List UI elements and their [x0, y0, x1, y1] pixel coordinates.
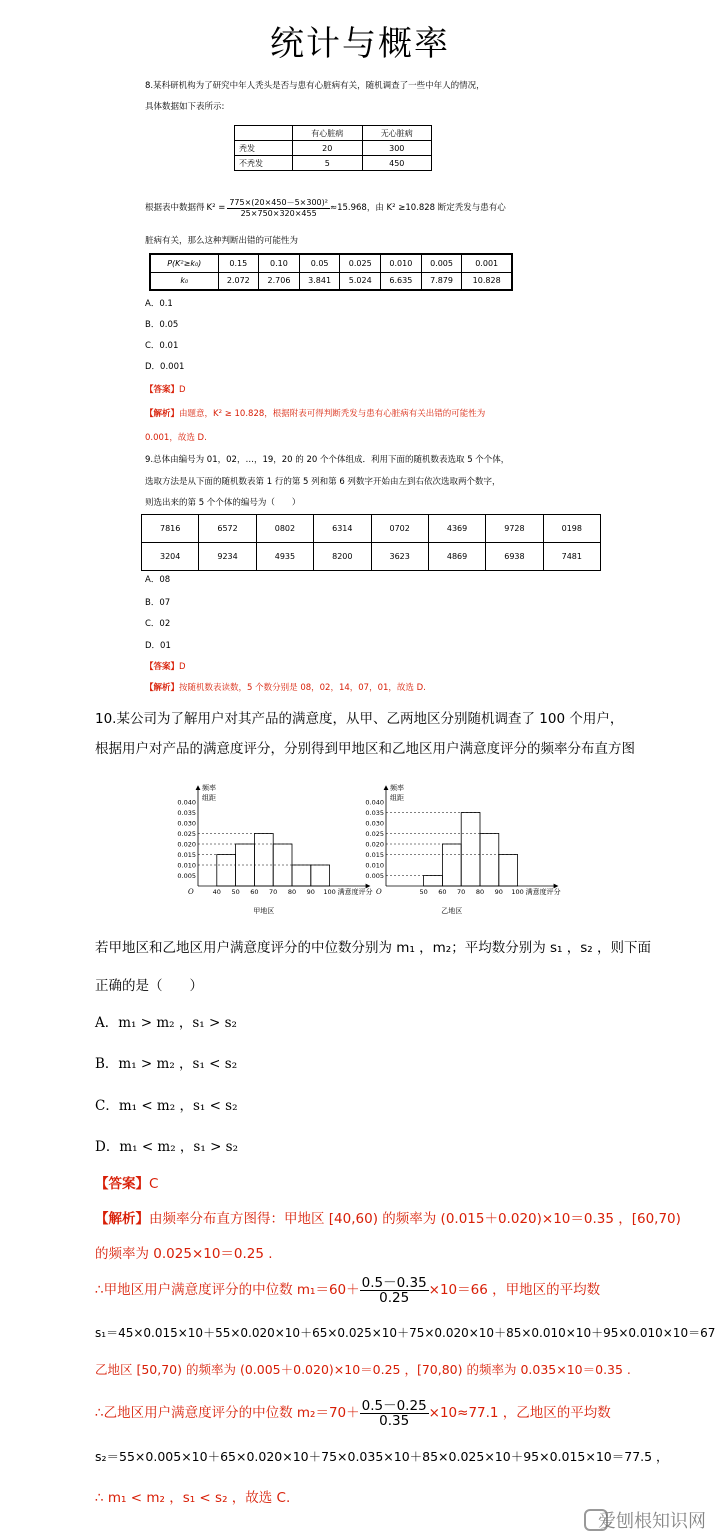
y-tick-label: 0.035	[365, 809, 384, 817]
q8-calc-suffix: ≈15.968，由 K² ≥10.828 断定秃发与患有心	[329, 203, 506, 213]
histogram-bar	[499, 855, 518, 887]
q8-ptable-cell: 0.025	[340, 254, 381, 272]
q8-calc-numerator: 775×(20×450－5×300)²	[229, 197, 328, 207]
q8-answer-tag: 【答案】	[145, 385, 180, 395]
q8-ptable-cell: 0.001	[462, 254, 512, 272]
q8-analysis	[145, 408, 485, 420]
histogram-bar	[292, 865, 311, 886]
histogram-bar	[217, 855, 236, 887]
q10-analysis-line5: 乙地区 [50,70) 的频率为 (0.005＋0.020)×10＝0.25 ，[70,80) 的频率为 0.035×10＝0.35 .	[95, 1362, 631, 1377]
origin-label: O	[376, 888, 382, 896]
q10-answer-value: C	[149, 1176, 159, 1192]
page-title: 统计与概率	[270, 24, 450, 64]
q8-ptable-cell: 2.072	[218, 272, 259, 290]
q8-option-d: D．0.001	[145, 362, 185, 372]
q8-table-cell: 秃发	[235, 141, 293, 156]
q10-analysis-line6	[95, 1395, 611, 1431]
origin-label: O	[188, 888, 194, 896]
q9-table-cell: 3204	[142, 543, 199, 571]
q10-median-yi-denominator: 0.35	[379, 1412, 410, 1429]
q8-ptable-cell: 0.010	[381, 254, 422, 272]
q9-table-cell: 7481	[543, 543, 600, 571]
q10-analysis-line1	[95, 1209, 681, 1229]
q10-median-jia-numerator: 0.5－0.35	[361, 1274, 427, 1291]
q10-median-jia-prefix: ∴甲地区用户满意度评分的中位数 m₁＝60＋	[95, 1282, 360, 1298]
q10-analysis-line8: ∴ m₁ < m₂ ，s₁ < s₂ ，故选 C.	[95, 1490, 291, 1506]
q9-table-cell: 3623	[371, 543, 428, 571]
q9-table-cell: 4369	[428, 515, 485, 543]
q8-table-corner	[235, 126, 293, 141]
q10-option-a: A．m₁ > m₂ ，s₁ > s₂	[95, 1015, 237, 1031]
q8-analysis-text: 由题意，K² ≥ 10.828，根据附表可得判断秃发与患有心脏病有关出错的可能性为	[179, 409, 486, 419]
q8-ptable-cell: k₀	[150, 272, 218, 290]
y-axis-label: 频率	[390, 784, 404, 792]
q8-ptable-cell: 6.635	[381, 272, 422, 290]
q10-answer-tag: 【答案】	[95, 1176, 149, 1192]
histogram-bar	[424, 876, 443, 887]
y-tick-label: 0.030	[177, 819, 196, 828]
q10-option-d: D．m₁ < m₂ ，s₁ > s₂	[95, 1139, 239, 1155]
q8-ptable-cell: P(K²≥k₀)	[150, 254, 218, 272]
q8-calc-line2: 脏病有关，那么这种判断出错的可能性为	[145, 236, 299, 246]
q10-analysis-tag: 【解析】	[95, 1211, 149, 1227]
q9-table-cell: 0198	[543, 515, 600, 543]
q8-ptable-cell: 0.005	[421, 254, 462, 272]
q8-ptable-cell: 0.05	[299, 254, 340, 272]
y-axis-label: 组距	[202, 794, 216, 802]
y-tick-label: 0.035	[177, 809, 196, 817]
q8-calc-fraction	[227, 198, 330, 219]
x-axis-label: 满意度评分	[525, 888, 561, 896]
q8-ptable-cell: 5.024	[340, 272, 381, 290]
y-tick-label: 0.015	[365, 851, 384, 859]
y-tick-label: 0.015	[177, 851, 196, 859]
y-tick-label: 0.040	[177, 798, 196, 807]
y-tick-label: 0.030	[365, 819, 384, 828]
x-tick-label: 50	[231, 888, 240, 896]
q9-table-cell: 4935	[256, 543, 313, 571]
q8-calc-denominator: 25×750×320×455	[240, 208, 317, 218]
q10-stem-line4: 正确的是（ ）	[95, 978, 203, 994]
q8-table-cell: 20	[293, 141, 363, 156]
x-tick-label: 40	[212, 888, 221, 896]
q8-critical-table	[149, 253, 513, 291]
x-tick-label: 100	[323, 888, 336, 896]
q9-table-cell: 0802	[256, 515, 313, 543]
q10-median-jia-suffix: ×10＝66 ，甲地区的平均数	[428, 1282, 601, 1298]
q8-analysis-line2: 0.001，故选 D.	[145, 433, 207, 443]
chart-caption: 乙地区	[441, 907, 463, 915]
y-tick-label: 0.010	[177, 861, 196, 870]
q10-answer	[95, 1174, 158, 1194]
q9-option-b: B．07	[145, 598, 171, 608]
q9-table-cell: 0702	[371, 515, 428, 543]
q10-median-yi-prefix: ∴乙地区用户满意度评分的中位数 m₂＝70＋	[95, 1405, 360, 1421]
histogram-jia	[177, 783, 372, 915]
q8-calc-line	[145, 192, 506, 224]
q8-stem-line1: 8.某科研机构为了研究中年人秃头是否与患有心脏病有关，随机调查了一些中年人的情况，	[145, 81, 485, 91]
q9-table-cell: 4869	[428, 543, 485, 571]
q8-data-table	[234, 125, 432, 171]
q10-analysis-line4: s₁＝45×0.015×10＋55×0.020×10＋65×0.025×10＋75×0.020×10＋85×0.010×10＋95×0.010×10＝67	[95, 1326, 716, 1340]
q9-table-cell: 7816	[142, 515, 199, 543]
y-tick-label: 0.010	[365, 861, 384, 870]
q8-calc-prefix: 根据表中数据得	[145, 203, 205, 213]
y-tick-label: 0.020	[177, 840, 196, 849]
y-tick-label: 0.005	[177, 872, 196, 880]
q8-stem-line2: 具体数据如下表所示:	[145, 102, 225, 112]
y-tick-label: 0.005	[365, 872, 384, 880]
q8-ptable-cell: 3.841	[299, 272, 340, 290]
q9-analysis	[145, 682, 426, 694]
y-axis-label: 频率	[202, 784, 216, 792]
q8-option-a: A．0.1	[145, 299, 173, 309]
q8-table-cell: 300	[362, 141, 432, 156]
x-tick-label: 90	[494, 888, 503, 896]
q9-option-c: C．02	[145, 619, 171, 629]
q10-median-jia-denominator: 0.25	[379, 1289, 410, 1306]
x-axis-label: 满意度评分	[337, 888, 373, 896]
q8-ptable-cell: 0.10	[259, 254, 300, 272]
q10-option-b: B．m₁ > m₂ ，s₁ < s₂	[95, 1056, 238, 1072]
y-axis-label: 组距	[390, 794, 404, 802]
q8-option-c: C．0.01	[145, 341, 179, 351]
q9-analysis-tag: 【解析】	[145, 683, 180, 693]
q8-table-cell: 450	[362, 156, 432, 171]
q9-stem-line2: 选取方法是从下面的随机数表第 1 行的第 5 列和第 6 列数字开始由左到右依次选取两个数字，	[145, 477, 501, 487]
q10-stem-line3: 若甲地区和乙地区用户满意度评分的中位数分别为 m₁ ，m₂；平均数分别为 s₁ ，s₂ ，则下面	[95, 940, 651, 956]
q9-answer-value: D	[179, 662, 186, 672]
x-tick-label: 80	[287, 888, 297, 896]
q10-median-yi-suffix: ×10≈77.1 ，乙地区的平均数	[428, 1405, 611, 1421]
q9-analysis-text: 按随机数表读数，5 个数分别是 08，02，14，07，01，故选 D.	[179, 683, 426, 693]
y-tick-label: 0.040	[365, 798, 384, 807]
q8-table-cell: 不秃发	[235, 156, 293, 171]
q10-stem-line1: 10.某公司为了解用户对其产品的满意度，从甲、乙两地区分别随机调查了 100 个用户，	[95, 711, 624, 727]
q9-option-a: A．08	[145, 575, 171, 585]
watermark: 爱刨根知识网	[598, 1511, 706, 1532]
q9-random-number-table	[141, 514, 601, 571]
q8-table-cell: 5	[293, 156, 363, 171]
x-tick-label: 50	[419, 888, 428, 896]
q8-ptable-cell: 7.879	[421, 272, 462, 290]
histogram-bar	[461, 813, 480, 887]
q9-answer-tag: 【答案】	[145, 662, 180, 672]
q9-answer	[145, 661, 186, 673]
q9-stem-line3: 则选出来的第 5 个个体的编号为（ ）	[145, 498, 301, 508]
q9-table-cell: 6938	[486, 543, 543, 571]
q10-analysis-line7: s₂＝55×0.005×10＋65×0.020×10＋75×0.035×10＋85×0.025×10＋95×0.015×10＝77.5 ，	[95, 1449, 669, 1464]
q9-stem-line1: 9.总体由编号为 01，02，…，19，20 的 20 个个体组成．利用下面的随机数表选取 5 个个体，	[145, 455, 510, 465]
histogram-bar	[480, 834, 499, 887]
q10-analysis-text: 由频率分布直方图得：甲地区 [40,60) 的频率为 (0.015＋0.020)×10＝0.35 ，[60,70)	[149, 1211, 681, 1227]
q8-table-header: 无心脏病	[362, 126, 432, 141]
x-tick-label: 70	[457, 888, 466, 896]
histogram-yi	[365, 783, 560, 915]
histogram-bar	[254, 834, 273, 887]
q8-calc-k2: K² =	[206, 203, 226, 213]
q10-median-yi-fraction	[360, 1399, 429, 1428]
histograms	[150, 768, 590, 918]
x-tick-label: 100	[511, 888, 524, 896]
q8-answer	[145, 384, 186, 396]
x-tick-label: 70	[269, 888, 278, 896]
q8-option-b: B．0.05	[145, 320, 179, 330]
y-tick-label: 0.025	[177, 830, 196, 838]
q9-table-cell: 9728	[486, 515, 543, 543]
x-tick-label: 60	[250, 888, 259, 896]
q8-table-header: 有心脏病	[293, 126, 363, 141]
q10-median-jia-fraction	[360, 1276, 429, 1305]
q9-table-cell: 9234	[199, 543, 256, 571]
q9-table-cell: 8200	[314, 543, 371, 571]
q8-ptable-cell: 0.15	[218, 254, 259, 272]
q8-analysis-tag: 【解析】	[145, 409, 180, 419]
y-tick-label: 0.020	[365, 840, 384, 849]
histogram-bar	[442, 844, 461, 886]
q9-table-cell: 6572	[199, 515, 256, 543]
q8-ptable-cell: 10.828	[462, 272, 512, 290]
x-tick-label: 60	[438, 888, 447, 896]
q8-answer-value: D	[179, 385, 186, 395]
q10-option-c: C．m₁ < m₂ ，s₁ < s₂	[95, 1098, 238, 1114]
x-tick-label: 90	[306, 888, 315, 896]
chart-caption: 甲地区	[253, 907, 275, 915]
q9-option-d: D．01	[145, 641, 171, 651]
histogram-bar	[311, 865, 330, 886]
x-tick-label: 80	[475, 888, 485, 896]
q10-analysis-line3	[95, 1272, 600, 1308]
q10-stem-line2: 根据用户对产品的满意度评分，分别得到甲地区和乙地区用户满意度评分的频率分布直方图	[95, 741, 635, 757]
q8-ptable-cell: 2.706	[259, 272, 300, 290]
y-tick-label: 0.025	[365, 830, 384, 838]
q9-table-cell: 6314	[314, 515, 371, 543]
q10-analysis-line2: 的频率为 0.025×10＝0.25 .	[95, 1246, 273, 1262]
q10-median-yi-numerator: 0.5－0.25	[361, 1397, 427, 1414]
